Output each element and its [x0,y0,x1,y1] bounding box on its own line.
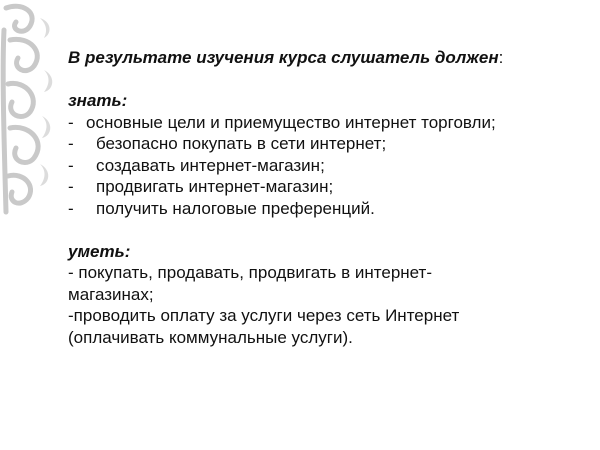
heading-suffix: : [498,48,504,67]
know-list-item [68,112,588,134]
spacer [68,69,588,91]
know-list-item [68,155,588,177]
heading-bold-text: В результате изучения курса слушатель должен [68,48,499,67]
can-line: - покупать, продавать, продвигать в интернет- [68,263,433,282]
know-item-text: создавать интернет-магазин; [96,155,325,175]
can-line: магазинах; [68,284,154,304]
slide-content [68,47,588,348]
bullet-dash: - [68,112,74,132]
know-list-item [68,198,588,220]
slide-heading [68,47,588,69]
bullet-dash: - [68,198,74,218]
can-line: (оплачивать коммунальные услуги). [68,327,353,347]
know-item-text: продвигать интернет-магазин; [96,177,334,196]
bullet-dash: - [68,134,74,153]
decorative-ornament-icon [0,0,56,215]
can-section-label: уметь: [68,241,131,261]
bullet-dash: - [68,155,74,175]
can-line: -проводить оплату за услуги через сеть Интернет [68,306,460,325]
know-list-item [68,133,588,155]
know-item-text: получить налоговые преференций. [96,198,375,218]
know-item-text: основные цели и приемущество интернет торговли; [86,112,496,132]
know-list-item [68,176,588,198]
know-section-label: знать: [68,91,128,110]
know-item-text: безопасно покупать в сети интернет; [96,134,387,153]
bullet-dash: - [68,177,74,196]
spacer [68,219,588,241]
